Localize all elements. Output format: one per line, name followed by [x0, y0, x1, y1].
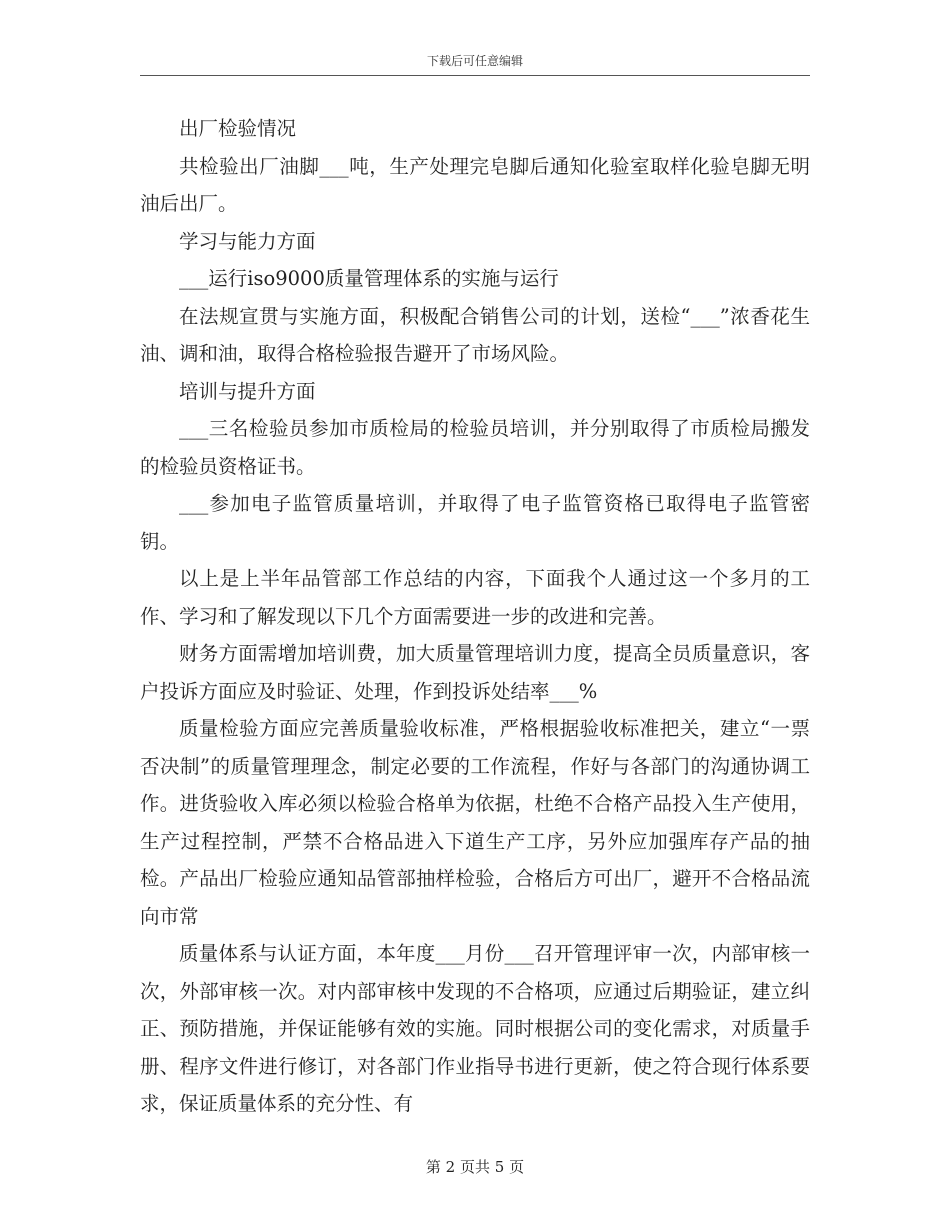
- paragraph: 在法规宣贯与实施方面，积极配合销售公司的计划，送检“___”浓香花生油、调和油，取得合格检验报告避开了市场风险。: [140, 304, 810, 365]
- document-body: [140, 110, 810, 1123]
- page-footer: 第 2 页共 5 页: [425, 1158, 525, 1176]
- paragraph: 质量检验方面应完善质量验收标准，严格根据验收标准把关，建立“一票否决制”的质量管理理念，制定必要的工作流程，作好与各部门的沟通协调工作。进货验收入库必须以检验合格单为依据，杜绝不合格产品投入生产使用，生产过程控制，严禁不合格品进入下道生产工序，另外应加强库存产品的抽检。产品出厂检验应通知品管部抽样检验，合格后方可出厂，避开不合格品流向市常: [140, 717, 810, 928]
- page-header: 下载后可任意编辑: [426, 54, 523, 68]
- paragraph: ___三名检验员参加市质检局的检验员培训，并分别取得了市质检局搬发的检验员资格证书。: [140, 417, 810, 478]
- paragraph: ___运行iso9000质量管理体系的实施与运行: [179, 267, 559, 290]
- paragraph-section-heading: 学习与能力方面: [179, 229, 316, 253]
- paragraph-section-heading: 出厂检验情况: [179, 117, 297, 140]
- paragraph: 共检验出厂油脚___吨，生产处理完皂脚后通知化验室取样化验皂脚无明油后出厂。: [140, 154, 810, 215]
- paragraph: 以上是上半年品管部工作总结的内容，下面我个人通过这一个多月的工作、学习和了解发现以下几个方面需要进一步的改进和完善。: [140, 567, 810, 628]
- paragraph-section-heading: 培训与提升方面: [179, 379, 316, 403]
- header-divider: [140, 75, 810, 76]
- paragraph: 财务方面需增加培训费，加大质量管理培训力度，提高全员质量意识，客户投诉方面应及时验证、处理，作到投诉处结率___%: [140, 642, 810, 703]
- paragraph: ___参加电子监管质量培训，并取得了电子监管资格已取得电子监管密钥。: [140, 492, 810, 553]
- paragraph: 质量体系与认证方面，本年度___月份___召开管理评审一次，内部审核一次，外部审核一次。对内部审核中发现的不合格项，应通过后期验证，建立纠正、预防措施，并保证能够有效的实施。同时根据公司的变化需求，对质量手册、程序文件进行修订，对各部门作业指导书进行更新，使之符合现行体系要求，保证质量体系的充分性、有: [140, 942, 810, 1115]
